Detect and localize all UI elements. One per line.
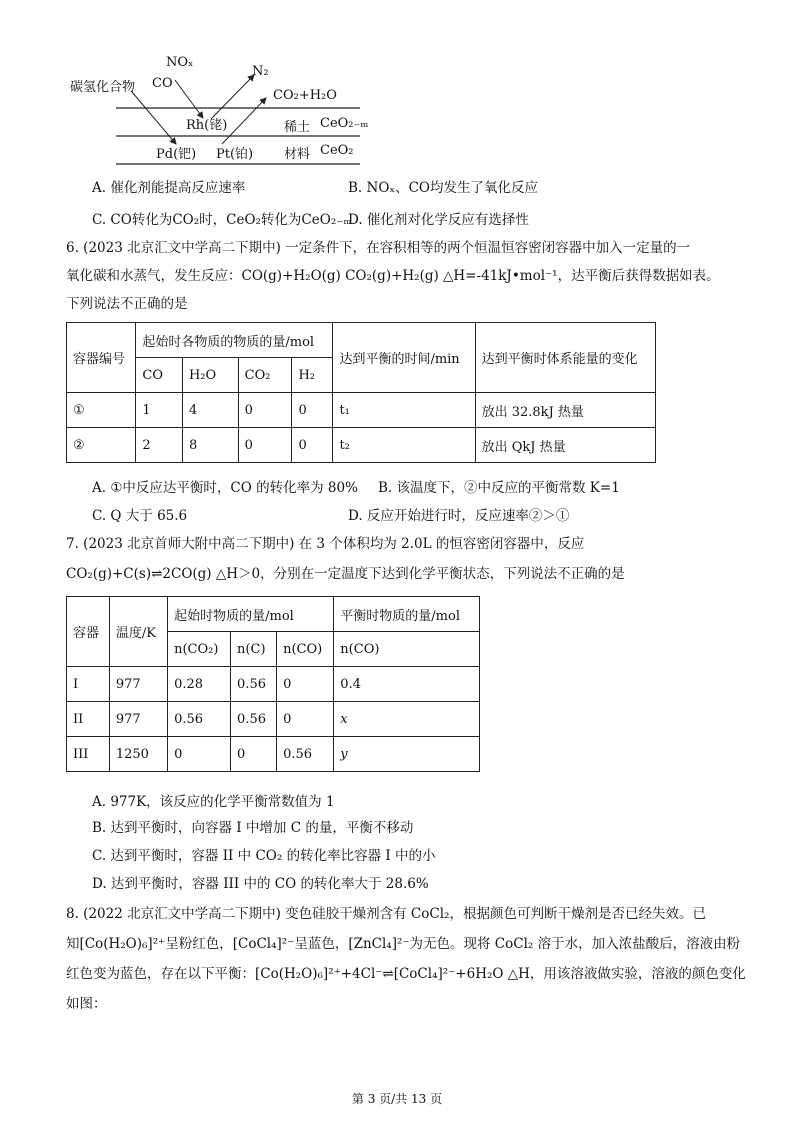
- q6-cell: t₂: [333, 428, 475, 463]
- nox-label: NOₓ: [166, 55, 194, 70]
- q5-option-b: B. NOₓ、CO均发生了氧化反应: [348, 180, 539, 196]
- q8-stem-line4: 如图：: [66, 996, 107, 1012]
- q6-cell: 0: [238, 428, 292, 463]
- q7-stem-line2: CO₂(g)+C(s)⇌2CO(g) △H＞0，分别在一定温度下达到化学平衡状态，下列说法不正确的是: [66, 566, 625, 582]
- q7-cell: x: [334, 702, 480, 737]
- q6-header-energy: 达到平衡时体系能量的变化: [475, 323, 655, 393]
- q6-cell: ②: [67, 428, 136, 463]
- table-row: [67, 393, 656, 428]
- n2-label: N₂: [252, 64, 269, 79]
- q7-table: [66, 596, 480, 772]
- q7-cell: 0.4: [334, 667, 480, 702]
- q7-cell: y: [334, 737, 480, 772]
- q7-option-d: D. 达到平衡时，容器 III 中的 CO 的转化率大于 28.6%: [92, 876, 429, 892]
- table-row: [67, 667, 480, 702]
- q7-cell: 0: [168, 737, 231, 772]
- q7-header-container: 容器: [67, 597, 110, 667]
- pd-label: Pd(钯): [156, 147, 197, 162]
- q5-option-a: A. 催化剂能提高反应速率: [92, 180, 246, 196]
- q6-sub-co2: CO₂: [238, 358, 292, 393]
- q6-option-b: B. 该温度下，②中反应的平衡常数 K=1: [378, 480, 620, 496]
- ceo2-label: CeO₂: [320, 143, 354, 158]
- q6-stem-line3: 下列说法不正确的是: [66, 296, 188, 312]
- q7-cell: 0: [231, 737, 277, 772]
- q6-cell: 1: [136, 393, 183, 428]
- q6-sub-h2: H₂: [292, 358, 333, 393]
- q7-cell: 0: [277, 667, 334, 702]
- q7-cell: 0.56: [231, 702, 277, 737]
- q6-cell: 2: [136, 428, 183, 463]
- q6-option-c: C. Q 大于 65.6: [92, 508, 188, 524]
- q7-sub-eq-nco: n(CO): [334, 632, 480, 667]
- q6-stem-line2: 氧化碳和水蒸气，发生反应：CO(g)+H₂O(g) CO₂(g)+H₂(g) △H=-41kJ•mol⁻¹，达平衡后获得数据如表。: [66, 268, 720, 284]
- q6-option-d: D. 反应开始进行时，反应速率②＞①: [348, 508, 570, 524]
- q7-sub-nco2: n(CO₂): [168, 632, 231, 667]
- pt-label: Pt(铂): [216, 147, 254, 162]
- q7-stem-line1: 7. (2023 北京首师大附中高二下期中) 在 3 个体积均为 2.0L 的恒容密闭容器中，反应: [66, 536, 585, 552]
- q6-cell: 放出 32.8kJ 热量: [475, 393, 655, 428]
- rh-label: Rh(铑): [186, 118, 228, 133]
- q7-cell: 0: [277, 702, 334, 737]
- ceo2m-label: CeO₂₋ₘ: [320, 116, 369, 131]
- q5-option-c: C. CO转化为CO₂时，CeO₂转化为CeO₂₋ₘ: [92, 212, 352, 228]
- co-label: CO: [152, 76, 173, 91]
- q6-option-a: A. ①中反应达平衡时，CO 的转化率为 80%: [92, 480, 358, 496]
- q6-stem-line1: 6. (2023 北京汇文中学高二下期中) 一定条件下，在容积相等的两个恒温恒容密闭容器中加入一定量的一: [66, 240, 691, 256]
- q7-cell: 0.28: [168, 667, 231, 702]
- q6-cell: 0: [292, 393, 333, 428]
- hydrocarbon-label: 碳氢化合物: [70, 80, 136, 95]
- q6-header-container: 容器编号: [67, 323, 136, 393]
- q6-cell: t₁: [333, 393, 475, 428]
- q7-option-a: A. 977K，该反应的化学平衡常数值为 1: [92, 794, 335, 810]
- table-row: [67, 428, 656, 463]
- rare-earth-label: 稀土: [284, 120, 311, 135]
- q7-sub-nc: n(C): [231, 632, 277, 667]
- q7-cell: 0.56: [168, 702, 231, 737]
- q6-cell: 0: [238, 393, 292, 428]
- q7-option-b: B. 达到平衡时，向容器 I 中增加 C 的量，平衡不移动: [92, 820, 414, 836]
- q6-cell: 0: [292, 428, 333, 463]
- q7-header-eq: 平衡时物质的量/mol: [334, 597, 480, 632]
- q8-stem-line2: 知[Co(H₂O)₆]²⁺呈粉红色，[CoCl₄]²⁻呈蓝色，[ZnCl₄]²⁻为无色。现将 CoCl₂ 溶于水，加入浓盐酸后，溶液由粉: [66, 936, 741, 952]
- table-row: [67, 702, 480, 737]
- q7-cell: 977: [109, 702, 167, 737]
- q7-cell: 0.56: [231, 667, 277, 702]
- page-footer: 第 3 页/共 13 页: [351, 1092, 443, 1106]
- q6-cell: 4: [182, 393, 238, 428]
- q7-header-initial: 起始时物质的量/mol: [168, 597, 334, 632]
- catalyst-diagram: [70, 50, 370, 170]
- q7-cell: 977: [109, 667, 167, 702]
- q7-cell: 1250: [109, 737, 167, 772]
- q6-sub-h2o: H₂O: [182, 358, 238, 393]
- co2-h2o-label: CO₂+H₂O: [273, 88, 337, 103]
- q7-cell: I: [67, 667, 110, 702]
- material-label: 材料: [284, 147, 311, 162]
- q7-header-temp: 温度/K: [109, 597, 167, 667]
- q8-stem-line3: 红色变为蓝色，存在以下平衡：[Co(H₂O)₆]²⁺+4Cl⁻⇌[CoCl₄]²⁻+6H₂O △H，用该溶液做实验，溶液的颜色变化: [66, 966, 746, 982]
- q7-cell: 0.56: [277, 737, 334, 772]
- q8-stem-line1: 8. (2022 北京汇文中学高二下期中) 变色硅胶干燥剂含有 CoCl₂，根据颜色可判断干燥剂是否已经失效。已: [66, 906, 706, 922]
- q6-table: [66, 322, 656, 463]
- q6-header-time: 达到平衡的时间/min: [333, 323, 475, 393]
- q7-option-c: C. 达到平衡时，容器 II 中 CO₂ 的转化率比容器 I 中的小: [92, 848, 436, 864]
- q6-cell: 放出 QkJ 热量: [475, 428, 655, 463]
- q6-header-initial: 起始时各物质的物质的量/mol: [136, 323, 333, 358]
- q6-sub-co: CO: [136, 358, 183, 393]
- q7-sub-nco: n(CO): [277, 632, 334, 667]
- q6-cell: 8: [182, 428, 238, 463]
- q5-option-d: D. 催化剂对化学反应有选择性: [348, 212, 529, 228]
- q6-cell: ①: [67, 393, 136, 428]
- q7-cell: II: [67, 702, 110, 737]
- table-row: [67, 737, 480, 772]
- q7-cell: III: [67, 737, 110, 772]
